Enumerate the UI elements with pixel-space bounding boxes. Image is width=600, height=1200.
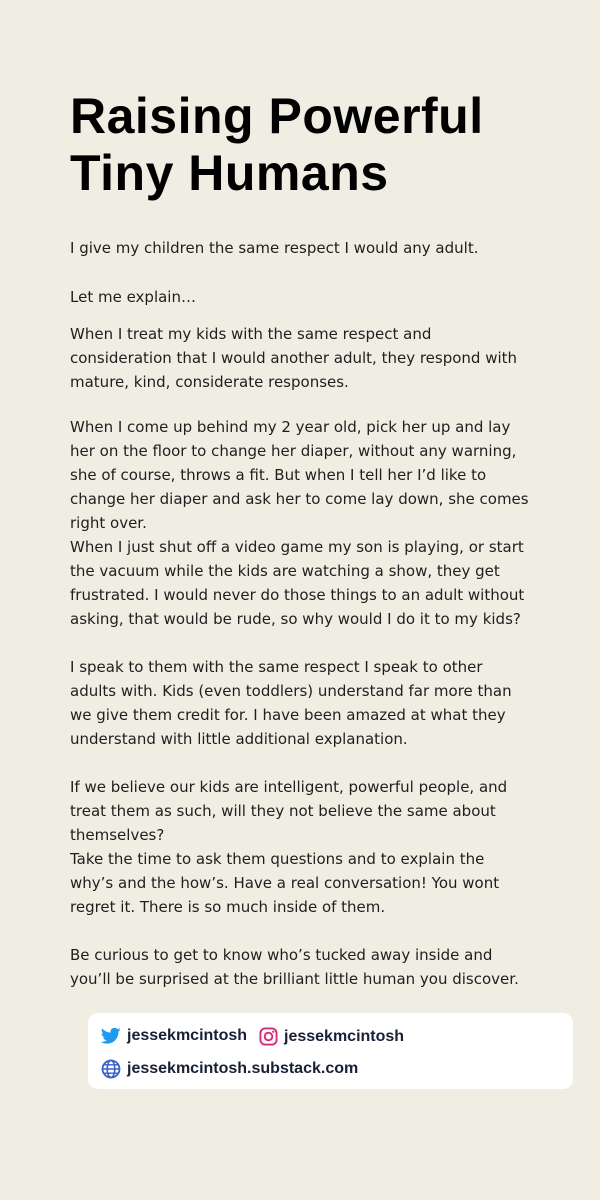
instagram-handle: jessekmcintosh [284, 1027, 405, 1045]
post-title: Raising Powerful Tiny Humans [70, 88, 484, 201]
paragraph-respect: When I treat my kids with the same respect and consideration that I would another adult, they respond with mature, kind, considerate responses. [70, 325, 518, 391]
twitter-bird-icon [101, 1027, 121, 1045]
social-links-card [88, 1013, 573, 1089]
instagram-link[interactable] [259, 1027, 404, 1046]
website-link[interactable] [101, 1059, 358, 1079]
twitter-handle: jessekmcintosh [127, 1027, 248, 1044]
paragraph-explain: Let me explain… [70, 288, 196, 306]
website-url: jessekmcintosh.substack.com [127, 1060, 359, 1077]
instagram-icon [259, 1027, 278, 1046]
twitter-link[interactable] [101, 1027, 247, 1045]
paragraph-believe: If we believe our kids are intelligent, powerful people, and treat them as such, will they not believe the same about themselves? [70, 778, 508, 844]
paragraph-questions: Take the time to ask them questions and to explain the why’s and the how’s. Have a real conversation! You wont regret it. There is so much inside of them. [70, 850, 500, 916]
paragraph-video-game: When I just shut off a video game my son is playing, or start the vacuum while the kids are watching a show, they get frustrated. I would never do those things to an adult without asking, that would be rude, so why would I do it to my kids? [70, 538, 525, 628]
paragraph-diaper: When I come up behind my 2 year old, pick her up and lay her on the floor to change her diaper, without any warning, she of course, throws a fit. But when I tell her I’d like to change her diaper and ask her to come lay down, she comes right over. [70, 418, 529, 532]
globe-icon [101, 1059, 121, 1079]
paragraph-speak: I speak to them with the same respect I speak to other adults with. Kids (even toddlers) understand far more than we give them credit for. I have been amazed at what they understand with little additional explanation. [70, 658, 512, 748]
paragraph-intro: I give my children the same respect I would any adult. [70, 239, 479, 257]
paragraph-curious: Be curious to get to know who’s tucked away inside and you’ll be surprised at the brilliant little human you discover. [70, 946, 519, 988]
